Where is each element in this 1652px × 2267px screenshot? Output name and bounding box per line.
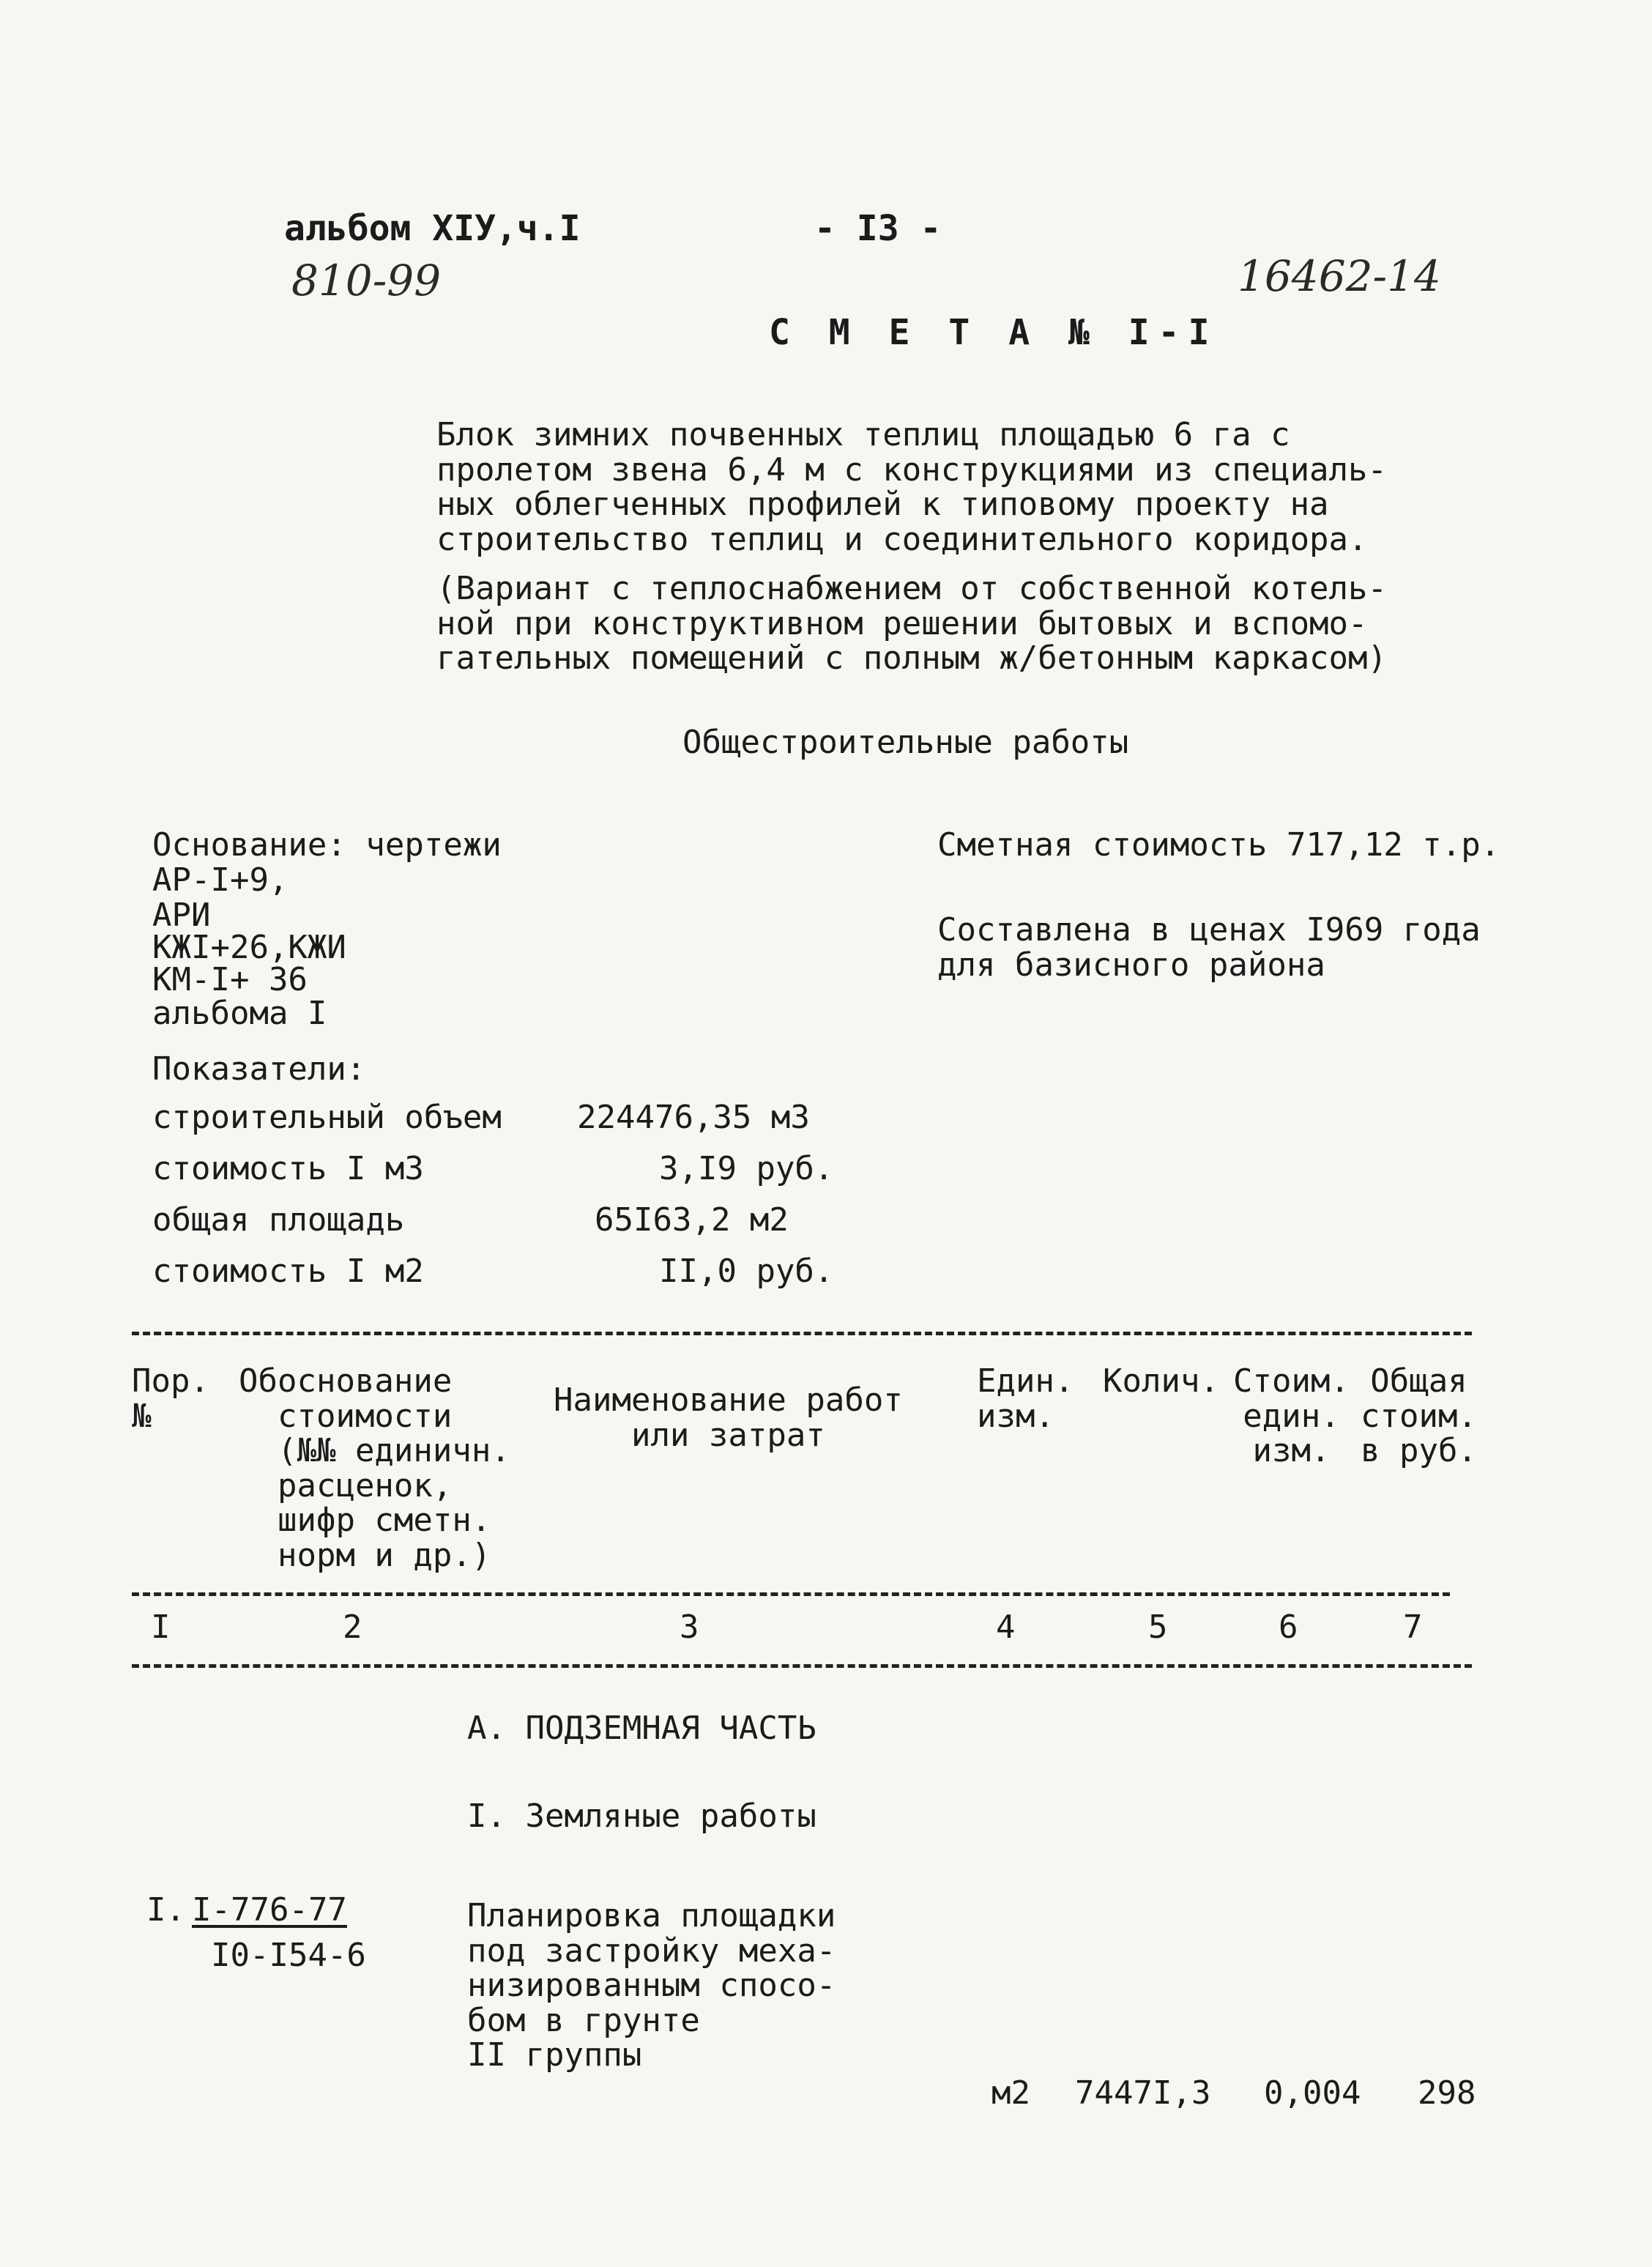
header-quantity: Колич. — [1103, 1362, 1219, 1400]
row-quantity: 7447I,3 — [1075, 2074, 1211, 2112]
album-label: альбом ХIУ,ч.I — [284, 208, 581, 249]
row-number: I. — [146, 1891, 185, 1929]
column-number: 6 — [1279, 1609, 1298, 1646]
handwritten-code-right: 16462-14 — [1238, 251, 1441, 301]
column-number: 7 — [1403, 1609, 1423, 1646]
column-number: 5 — [1148, 1609, 1168, 1646]
header-bottom-rule — [132, 1592, 1450, 1596]
column-number: 4 — [996, 1609, 1016, 1646]
indicator-name: строительный объем — [152, 1099, 502, 1136]
table-top-rule — [132, 1332, 1472, 1335]
basis-label: Основание: чертежи — [152, 826, 502, 864]
estimated-cost: Сметная стоимость 717,12 т.р. — [937, 826, 1500, 864]
subsection-heading: I. Земляные работы — [467, 1797, 816, 1835]
basis-line: альбома I — [152, 995, 327, 1032]
row-work-name: Планировка площадки под застройку меха- низированным спосо- бом в грунте II группы — [467, 1897, 836, 2074]
row-total: 298 — [1418, 2074, 1476, 2112]
indicator-value: 3,I9 руб. — [659, 1150, 834, 1187]
indicator-name: стоимость I м2 — [152, 1253, 424, 1290]
part-heading: А. ПОДЗЕМНАЯ ЧАСТЬ — [467, 1710, 816, 1747]
prices-line-2: для базисного района — [937, 946, 1325, 984]
prices-line-1: Составлена в ценах I969 года — [937, 911, 1481, 949]
indicator-value: II,0 руб. — [659, 1253, 834, 1290]
header-unit: Един. изм. — [977, 1362, 1074, 1435]
basis-line: АР-I+9, — [152, 861, 289, 899]
header-unit-price: Стоим. един. изм. — [1233, 1362, 1350, 1470]
header-basis: Обоснование стоимости (№№ единичн. расценок, шифр сметн. норм и др.) — [239, 1362, 510, 1574]
header-total: Общая стоим. в руб. — [1361, 1362, 1477, 1470]
indicators-label: Показатели: — [152, 1050, 366, 1088]
description-text: Блок зимних почвенных теплиц площадью 6 га с пролетом звена 6,4 м с конструкциями из специаль- ных облегченных профилей к типовому проекту на строительство теплиц и соединительного коридора. — [436, 416, 1388, 558]
indicator-name: стоимость I м3 — [152, 1150, 424, 1187]
basis-line: АРИ — [152, 897, 211, 934]
column-number: 2 — [343, 1609, 362, 1646]
basis-line: КМ-I+ 36 — [152, 961, 308, 998]
indicator-value: 224476,35 м3 — [577, 1099, 810, 1136]
variant-text: (Вариант с теплоснабжением от собственной котель- ной при конструктивном решении бытовых и вспомо- гательных помещений с полным ж/бетонным каркасом) — [436, 570, 1388, 678]
indicator-value: 65I63,2 м2 — [595, 1201, 789, 1239]
section-title: Общестроительные работы — [682, 724, 1129, 761]
header-order-number: Пор. № — [132, 1362, 209, 1435]
handwritten-code-left: 810-99 — [291, 256, 442, 305]
page-number: - I3 - — [814, 208, 942, 249]
row-basis-top: I-776-77 — [192, 1891, 347, 1929]
basis-line: КЖI+26,КЖИ — [152, 929, 346, 966]
row-unit: м2 — [991, 2074, 1030, 2112]
indicator-name: общая площадь — [152, 1201, 405, 1239]
header-work-name: Наименование работ или затрат — [554, 1381, 903, 1454]
column-numbers-rule — [132, 1664, 1472, 1668]
document-title: С М Е Т А № I-I — [769, 312, 1218, 353]
column-number: I — [151, 1609, 171, 1646]
column-number: 3 — [680, 1609, 699, 1646]
row-unit-price: 0,004 — [1264, 2074, 1361, 2112]
row-basis-bottom: I0-I54-6 — [211, 1937, 366, 1974]
